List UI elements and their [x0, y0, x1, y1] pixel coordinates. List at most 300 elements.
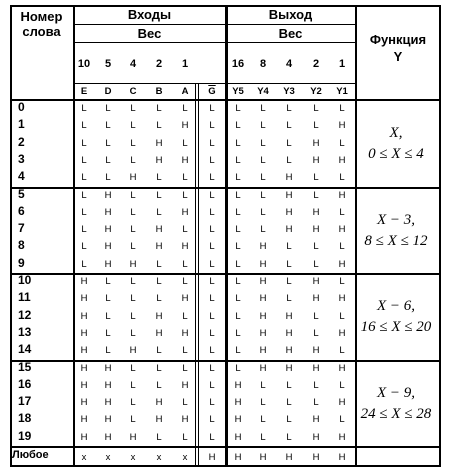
table-cell: H: [80, 310, 88, 322]
input-column-c: C: [129, 86, 137, 97]
output-column-y1: Y1: [336, 86, 348, 97]
table-cell: L: [130, 327, 136, 339]
table-cell: L: [235, 276, 241, 287]
word-number: 2: [18, 134, 25, 149]
table-cell: L: [105, 327, 111, 339]
table-cell: L: [260, 414, 266, 426]
table-cell: L: [235, 103, 241, 114]
table-cell: L: [105, 120, 111, 132]
table-cell: H: [104, 206, 112, 218]
function-formula: [352, 296, 440, 338]
function-formula: [352, 383, 440, 425]
table-cell: H: [285, 172, 293, 184]
table-cell: H: [285, 189, 293, 201]
divider-vertical: [198, 83, 199, 467]
word-number: 17: [18, 394, 32, 409]
table-cell: L: [130, 310, 136, 322]
table-cell: L: [260, 379, 266, 391]
table-cell: H: [104, 224, 112, 236]
table-cell: L: [209, 327, 215, 339]
table-cell: L: [339, 137, 345, 149]
table-cell: H: [285, 310, 293, 322]
table-cell: L: [105, 345, 111, 357]
table-cell: L: [81, 206, 87, 218]
table-cell: L: [235, 293, 241, 305]
table-cell: L: [235, 345, 241, 357]
table-cell: L: [260, 154, 266, 166]
table-cell: H: [285, 452, 293, 463]
table-cell: H: [80, 327, 88, 339]
table-cell: H: [181, 120, 189, 132]
table-cell: L: [156, 431, 162, 443]
divider-horizontal: [10, 99, 441, 101]
table-cell: H: [104, 258, 112, 270]
table-cell: L: [156, 103, 162, 114]
table-cell: L: [209, 414, 215, 426]
table-cell: x: [156, 452, 162, 463]
table-cell: H: [312, 276, 320, 287]
divider-horizontal: [10, 446, 441, 448]
table-cell: H: [312, 154, 320, 166]
table-cell: H: [181, 414, 189, 426]
table-cell: H: [259, 258, 267, 270]
table-cell: L: [182, 103, 188, 114]
table-cell: L: [156, 379, 162, 391]
word-number: 15: [18, 359, 32, 374]
table-cell: L: [260, 397, 266, 409]
table-cell: L: [130, 120, 136, 132]
word-number: 8: [18, 238, 25, 253]
table-cell: L: [182, 258, 188, 270]
table-cell: L: [235, 189, 241, 201]
table-cell: L: [260, 172, 266, 184]
table-cell: H: [104, 362, 112, 374]
table-cell: H: [338, 452, 346, 463]
table-cell: L: [286, 154, 292, 166]
input-column-e: E: [80, 86, 88, 97]
table-cell: H: [259, 452, 267, 463]
table-cell: L: [286, 397, 292, 409]
table-cell: L: [130, 224, 136, 236]
input-column-a: A: [181, 86, 189, 97]
table-cell: L: [313, 397, 319, 409]
table-cell: L: [260, 137, 266, 149]
word-number: 0: [18, 100, 25, 114]
table-cell: L: [235, 172, 241, 184]
table-cell: L: [209, 397, 215, 409]
table-cell: L: [209, 276, 215, 287]
table-cell: H: [338, 224, 346, 236]
table-cell: L: [130, 241, 136, 253]
table-cell: L: [339, 241, 345, 253]
table-cell: L: [81, 241, 87, 253]
table-cell: L: [235, 362, 241, 374]
table-cell: H: [338, 120, 346, 132]
table-cell: L: [182, 310, 188, 322]
table-cell: L: [313, 241, 319, 253]
table-cell: L: [81, 224, 87, 236]
table-cell: L: [286, 276, 292, 287]
divider-horizontal: [10, 187, 441, 189]
table-cell: L: [209, 258, 215, 270]
table-cell: L: [182, 345, 188, 357]
table-cell: L: [182, 276, 188, 287]
table-cell: H: [181, 206, 189, 218]
table-cell: L: [339, 310, 345, 322]
table-cell: H: [259, 276, 267, 287]
output-column-y4: Y4: [257, 86, 269, 97]
table-cell: L: [260, 120, 266, 132]
table-cell: x: [182, 452, 188, 463]
table-cell: L: [286, 258, 292, 270]
table-cell: H: [155, 310, 163, 322]
table-cell: L: [235, 224, 241, 236]
word-number: 14: [18, 342, 32, 357]
table-cell: L: [235, 327, 241, 339]
table-cell: L: [130, 414, 136, 426]
table-cell: x: [81, 452, 87, 463]
table-cell: L: [235, 120, 241, 132]
table-cell: L: [339, 206, 345, 218]
word-number: 9: [18, 255, 25, 270]
word-number: 3: [18, 151, 25, 166]
table-cell: L: [81, 154, 87, 166]
table-cell: H: [312, 362, 320, 374]
table-cell: H: [104, 414, 112, 426]
table-cell: L: [130, 137, 136, 149]
function-range: 24 ≤ X ≤ 28: [360, 405, 432, 422]
word-number: Любое: [12, 449, 49, 461]
input-weight: 2: [155, 58, 163, 70]
table-cell: L: [313, 327, 319, 339]
table-cell: L: [209, 224, 215, 236]
table-cell: L: [313, 189, 319, 201]
table-cell: H: [155, 327, 163, 339]
table-cell: H: [312, 414, 320, 426]
table-cell: L: [260, 224, 266, 236]
table-cell: L: [313, 379, 319, 391]
table-cell: H: [234, 431, 242, 443]
table-cell: H: [80, 431, 88, 443]
table-cell: H: [181, 293, 189, 305]
table-cell: H: [80, 293, 88, 305]
table-cell: L: [130, 293, 136, 305]
table-cell: L: [286, 120, 292, 132]
table-cell: L: [182, 137, 188, 149]
table-cell: H: [312, 206, 320, 218]
input-weight: 5: [104, 58, 112, 70]
function-formula: [352, 123, 440, 165]
table-cell: H: [104, 397, 112, 409]
table-cell: H: [104, 431, 112, 443]
table-cell: H: [338, 327, 346, 339]
table-cell: L: [339, 345, 345, 357]
table-cell: H: [338, 258, 346, 270]
table-cell: H: [259, 345, 267, 357]
table-cell: L: [130, 379, 136, 391]
table-cell: L: [209, 345, 215, 357]
output-column-y2: Y2: [310, 86, 322, 97]
table-cell: L: [286, 414, 292, 426]
divider-horizontal: [10, 360, 441, 362]
word-number: 13: [18, 324, 32, 339]
table-cell: H: [234, 379, 242, 391]
input-weight: 1: [181, 58, 189, 70]
table-cell: L: [105, 137, 111, 149]
output-weight: 8: [259, 58, 267, 70]
table-cell: L: [313, 103, 319, 114]
function-range: 16 ≤ X ≤ 20: [360, 319, 432, 335]
table-cell: L: [81, 189, 87, 201]
table-cell: H: [80, 379, 88, 391]
input-weight: 4: [129, 58, 137, 70]
table-cell: L: [286, 379, 292, 391]
divider-horizontal: [73, 24, 355, 25]
word-number: 5: [18, 186, 25, 201]
table-cell: H: [181, 379, 189, 391]
table-cell: L: [286, 103, 292, 114]
table-cell: L: [235, 154, 241, 166]
table-cell: H: [259, 362, 267, 374]
table-cell: H: [312, 137, 320, 149]
table-cell: H: [80, 397, 88, 409]
table-cell: H: [338, 362, 346, 374]
divider-horizontal: [73, 83, 355, 84]
table-cell: L: [209, 293, 215, 305]
table-cell: L: [81, 103, 87, 114]
word-number: 19: [18, 428, 32, 443]
word-number: 7: [18, 221, 25, 236]
function-range: 8 ≤ X ≤ 12: [364, 232, 428, 249]
table-cell: L: [105, 276, 111, 287]
table-cell: H: [80, 276, 88, 287]
table-cell: L: [313, 172, 319, 184]
word-number: 18: [18, 411, 32, 426]
table-cell: L: [182, 362, 188, 374]
table-cell: H: [285, 327, 293, 339]
table-cell: L: [209, 189, 215, 201]
inputs-header: Входы: [127, 7, 172, 22]
function-expression: X,: [389, 125, 403, 141]
output-weight: 2: [312, 58, 320, 70]
table-cell: H: [312, 431, 320, 443]
table-cell: H: [259, 327, 267, 339]
table-cell: H: [259, 310, 267, 322]
table-cell: H: [181, 327, 189, 339]
table-cell: H: [129, 431, 137, 443]
table-cell: L: [156, 345, 162, 357]
table-cell: L: [286, 293, 292, 305]
word-number: 12: [18, 307, 32, 322]
table-cell: L: [209, 362, 215, 374]
table-cell: L: [313, 120, 319, 132]
table-cell: L: [130, 154, 136, 166]
table-cell: H: [129, 172, 137, 184]
table-cell: H: [155, 397, 163, 409]
table-cell: H: [285, 206, 293, 218]
table-cell: L: [105, 293, 111, 305]
table-cell: H: [234, 452, 242, 463]
table-cell: L: [339, 172, 345, 184]
table-cell: L: [156, 362, 162, 374]
function-range: 0 ≤ X ≤ 4: [368, 146, 424, 162]
output-weight: 4: [285, 58, 293, 70]
table-cell: L: [105, 103, 111, 114]
table-cell: x: [105, 452, 111, 463]
table-cell: L: [81, 120, 87, 132]
table-cell: H: [155, 224, 163, 236]
table-cell: H: [104, 189, 112, 201]
table-cell: L: [81, 137, 87, 149]
table-cell: L: [182, 224, 188, 236]
table-cell: H: [80, 345, 88, 357]
word-number: 16: [18, 376, 32, 391]
table-cell: L: [105, 154, 111, 166]
inputs-weight-header: Вес: [137, 26, 162, 41]
table-cell: L: [260, 103, 266, 114]
word-number: 11: [18, 290, 31, 305]
table-cell: L: [156, 120, 162, 132]
input-column-g: $\overline{G}$: [208, 86, 216, 97]
table-cell: L: [209, 120, 215, 132]
table-cell: H: [155, 414, 163, 426]
table-cell: L: [130, 206, 136, 218]
table-cell: L: [156, 172, 162, 184]
table-cell: L: [156, 189, 162, 201]
word-number: 1: [18, 117, 25, 132]
table-cell: L: [260, 431, 266, 443]
table-cell: L: [260, 189, 266, 201]
table-cell: L: [235, 258, 241, 270]
table-cell: L: [313, 310, 319, 322]
table-cell: L: [209, 103, 215, 114]
input-column-d: D: [104, 86, 112, 97]
table-cell: L: [156, 206, 162, 218]
table-cell: L: [235, 310, 241, 322]
table-cell: L: [130, 276, 136, 287]
table-cell: H: [155, 154, 163, 166]
table-cell: L: [209, 137, 215, 149]
function-expression: X − 6,: [376, 298, 416, 314]
table-cell: H: [259, 241, 267, 253]
table-cell: L: [235, 206, 241, 218]
table-cell: L: [182, 397, 188, 409]
word-number: 4: [18, 169, 25, 184]
table-cell: H: [338, 293, 346, 305]
table-cell: L: [130, 103, 136, 114]
table-cell: L: [130, 397, 136, 409]
table-cell: H: [285, 362, 293, 374]
table-cell: H: [181, 154, 189, 166]
table-cell: L: [235, 241, 241, 253]
table-cell: L: [182, 172, 188, 184]
table-cell: H: [234, 397, 242, 409]
table-cell: H: [312, 293, 320, 305]
table-cell: L: [209, 379, 215, 391]
output-column-y3: Y3: [283, 86, 295, 97]
divider-horizontal: [73, 42, 355, 43]
table-cell: L: [209, 431, 215, 443]
table-cell: H: [338, 154, 346, 166]
word-number-header: Номер слова: [20, 9, 63, 39]
table-cell: H: [129, 258, 137, 270]
table-cell: H: [312, 452, 320, 463]
table-cell: L: [260, 206, 266, 218]
table-cell: x: [130, 452, 136, 463]
input-column-b: B: [155, 86, 163, 97]
table-cell: H: [234, 414, 242, 426]
table-cell: H: [181, 241, 189, 253]
table-cell: H: [338, 397, 346, 409]
table-cell: L: [156, 258, 162, 270]
table-cell: H: [80, 362, 88, 374]
table-cell: L: [209, 206, 215, 218]
table-cell: L: [130, 362, 136, 374]
table-cell: L: [105, 310, 111, 322]
table-cell: H: [104, 241, 112, 253]
table-cell: L: [339, 103, 345, 114]
function-expression: X − 3,: [376, 211, 416, 228]
word-number: 10: [18, 273, 32, 287]
table-cell: L: [235, 137, 241, 149]
table-cell: L: [339, 276, 345, 287]
table-cell: L: [81, 172, 87, 184]
table-cell: L: [209, 172, 215, 184]
table-cell: H: [285, 345, 293, 357]
table-cell: H: [312, 345, 320, 357]
output-weight: 16: [231, 58, 245, 70]
table-cell: L: [313, 258, 319, 270]
output-weight: 1: [338, 58, 346, 70]
table-cell: L: [209, 154, 215, 166]
table-cell: L: [182, 189, 188, 201]
word-number: 6: [18, 203, 25, 218]
table-cell: L: [209, 310, 215, 322]
table-cell: L: [339, 414, 345, 426]
table-cell: H: [208, 452, 216, 463]
table-cell: L: [81, 258, 87, 270]
function-header: Функция Y: [369, 32, 427, 64]
output-weight-header: Вес: [278, 26, 303, 41]
output-header: Выход: [268, 7, 313, 22]
divider-horizontal: [10, 273, 441, 275]
function-expression: X − 9,: [376, 384, 416, 401]
table-cell: L: [286, 241, 292, 253]
table-cell: H: [155, 137, 163, 149]
table-cell: H: [104, 379, 112, 391]
table-cell: H: [312, 224, 320, 236]
table-cell: H: [259, 293, 267, 305]
table-cell: L: [286, 137, 292, 149]
table-cell: L: [182, 431, 188, 443]
table-cell: L: [130, 189, 136, 201]
table-cell: L: [156, 276, 162, 287]
function-formula: [352, 210, 440, 252]
table-cell: H: [129, 345, 137, 357]
table-cell: L: [286, 431, 292, 443]
output-column-y5: Y5: [232, 86, 244, 97]
table-cell: L: [339, 379, 345, 391]
table-cell: L: [209, 241, 215, 253]
table-cell: H: [155, 241, 163, 253]
table-cell: H: [285, 224, 293, 236]
table-cell: H: [338, 189, 346, 201]
table-cell: L: [105, 172, 111, 184]
table-cell: L: [156, 293, 162, 305]
table-cell: H: [80, 414, 88, 426]
input-weight: 10: [77, 58, 91, 70]
table-cell: H: [338, 431, 346, 443]
